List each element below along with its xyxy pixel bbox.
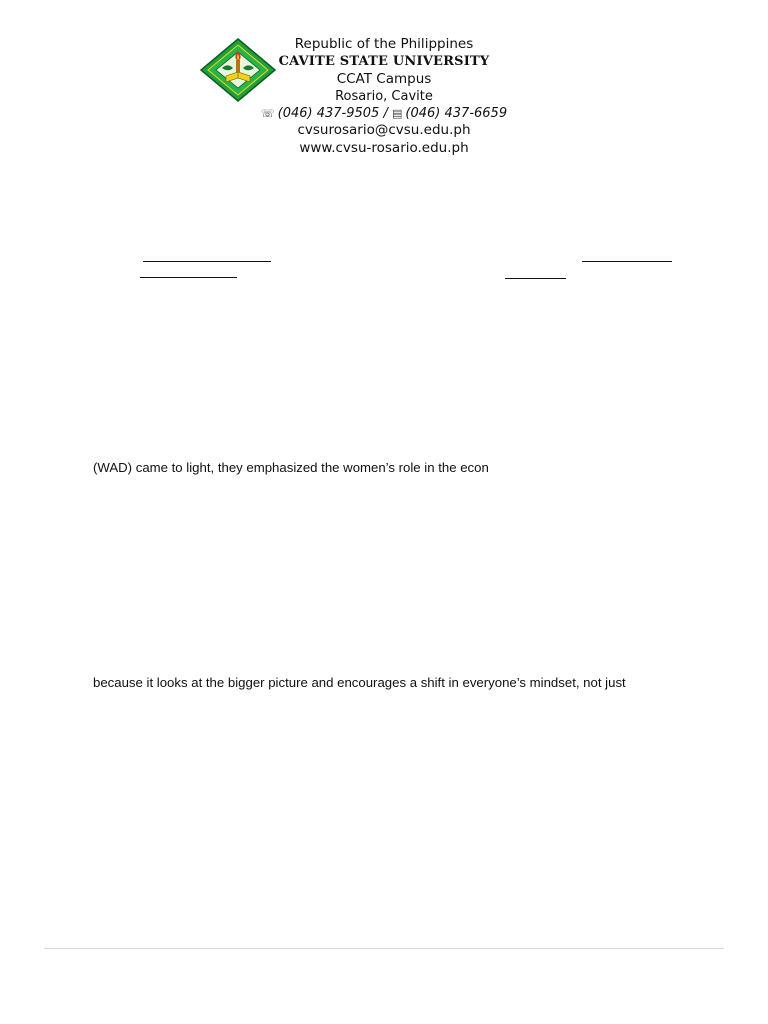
university-name: CAVITE STATE UNIVERSITY: [278, 54, 490, 70]
email-address: cvsurosario@cvsu.edu.ph: [297, 122, 471, 139]
campus-name: CCAT Campus: [336, 70, 432, 87]
footer-divider: [44, 948, 724, 949]
website-address: www.cvsu-rosario.edu.ph: [299, 139, 469, 156]
blank-line: [143, 261, 271, 262]
body-text-line: because it looks at the bigger picture and encourages a shift in everyone’s mindset, not just: [93, 675, 626, 690]
phone-number: (046) 437-9505: [277, 106, 380, 122]
campus-location: Rosario, Cavite: [335, 88, 433, 104]
body-text-line: (WAD) came to light, they emphasized the women’s role in the econ: [93, 460, 489, 475]
phone-separator: /: [383, 106, 388, 122]
republic-line: Republic of the Philippines: [294, 36, 474, 52]
blank-line: [505, 278, 566, 279]
blank-line: [582, 261, 672, 262]
letterhead: [240, 36, 528, 157]
fax-number: (046) 437-6659: [405, 106, 508, 122]
blank-line: [140, 277, 237, 278]
contact-numbers: [240, 105, 528, 122]
fax-icon: ▤: [392, 107, 403, 121]
telephone-icon: ☏: [260, 107, 275, 121]
